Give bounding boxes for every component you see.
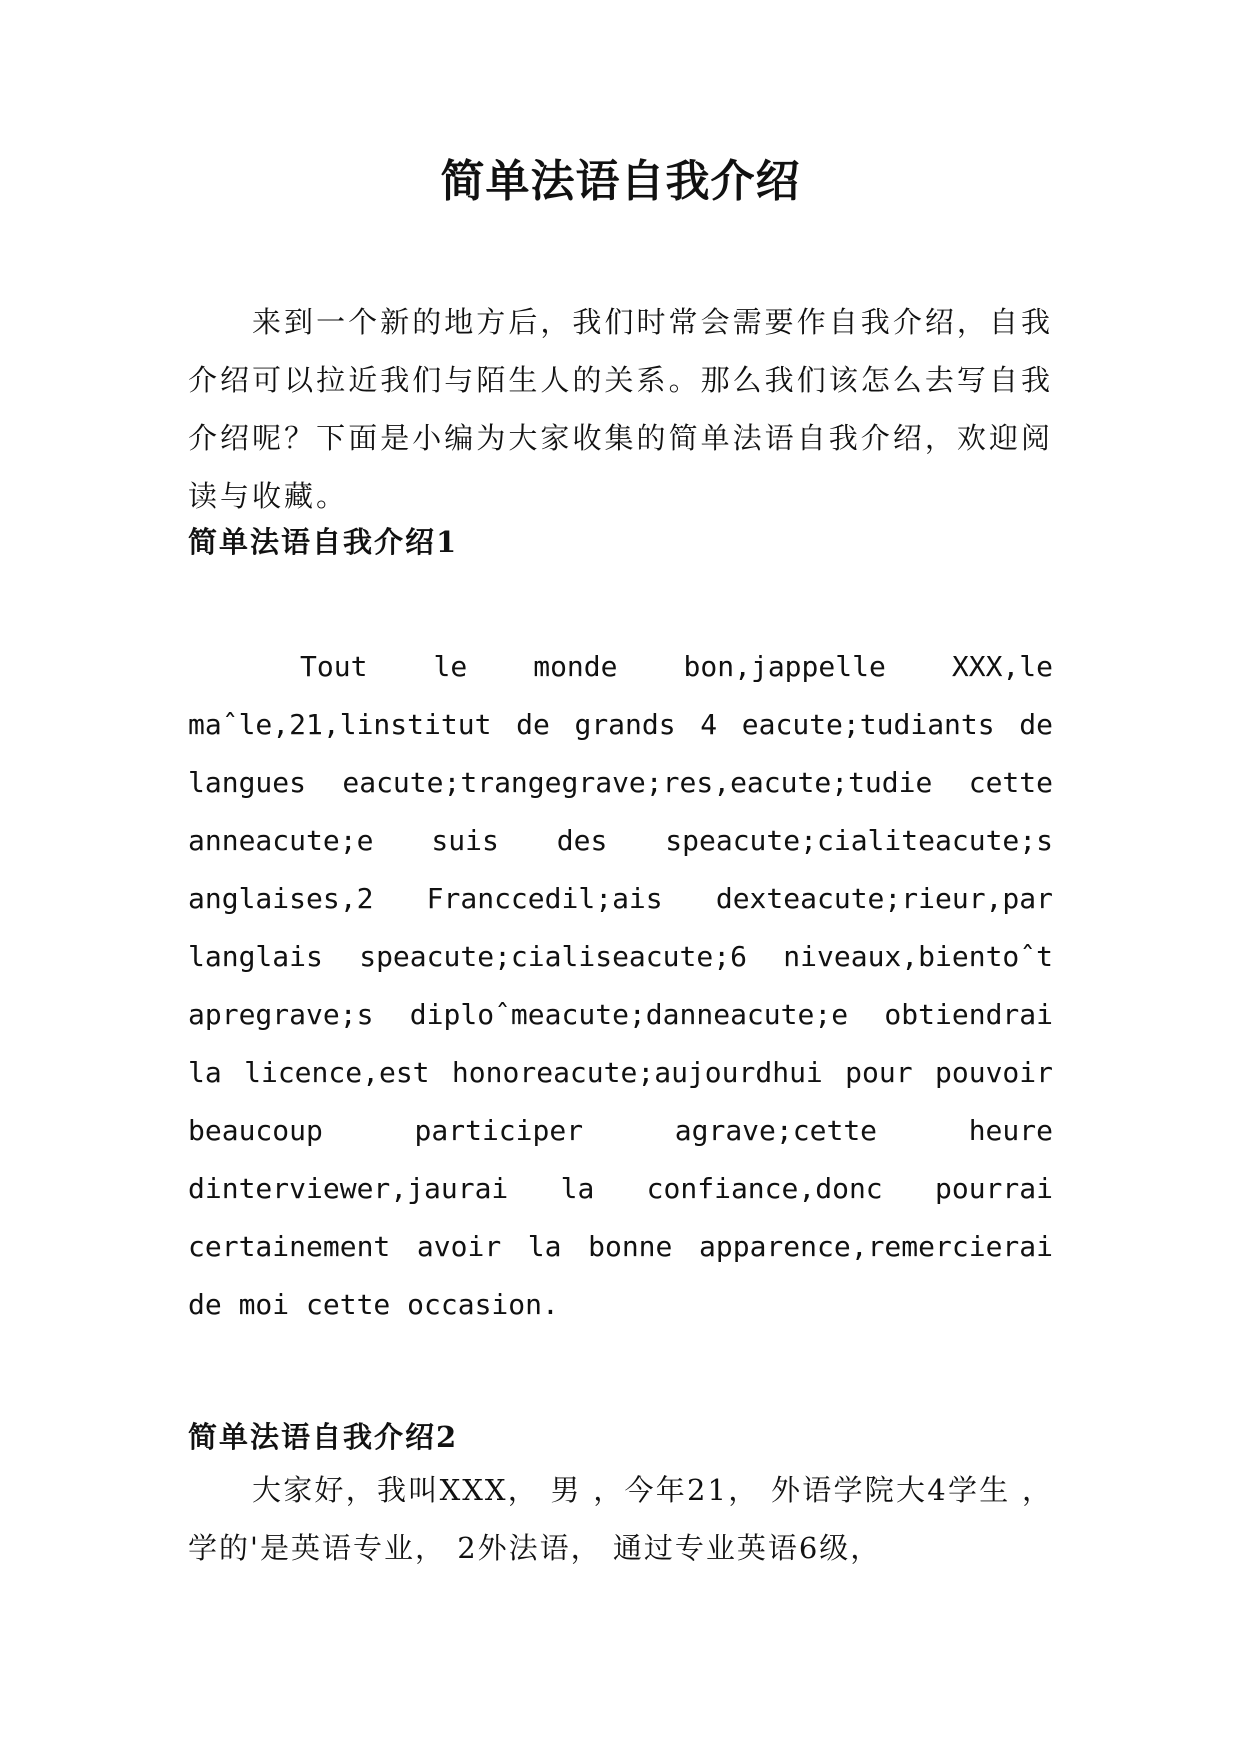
section-heading-2: 简单法语自我介绍2 <box>188 1420 459 1454</box>
intro-paragraph: 来到一个新的地方后，我们时常会需要作自我介绍，自我介绍可以拉近我们与陌生人的关系。那么我们该怎么去写自我介绍呢？下面是小编为大家收集的简单法语自我介绍，欢迎阅读与收藏。 <box>188 305 1053 513</box>
section-body-1: Tout le monde bon,jappelle XXX,le maˆle,21,linstitut de grands 4 eacute;tudiants de langues eacute;trangegrave;res,eacute;tudie cette anneacute;e suis des speacute;cialiteacute;s anglaises,2 Franccedil;ais dexteacute;rieur,par langlais speacute;cialiseacute;6 niveaux,bientoˆt apregrave;s diploˆmeacute;danneacute;e obtiendrai la licence,est honoreacute;aujourdhui pour pouvoir beaucoup participer agrave;cette heure dinterviewer,jaurai la confiance,donc pourrai certainement avoir la bonne apparence,remercierai de moi cette occasion. <box>188 650 1053 1321</box>
page-title: 简单法语自我介绍 <box>440 156 801 207</box>
section-heading-1: 简单法语自我介绍1 <box>188 525 459 559</box>
section-body-2: 大家好，我叫XXX， 男 ，今年21， 外语学院大4学生 ，学的'是英语专业， 2外法语， 通过专业英语6级， <box>188 1473 1053 1565</box>
